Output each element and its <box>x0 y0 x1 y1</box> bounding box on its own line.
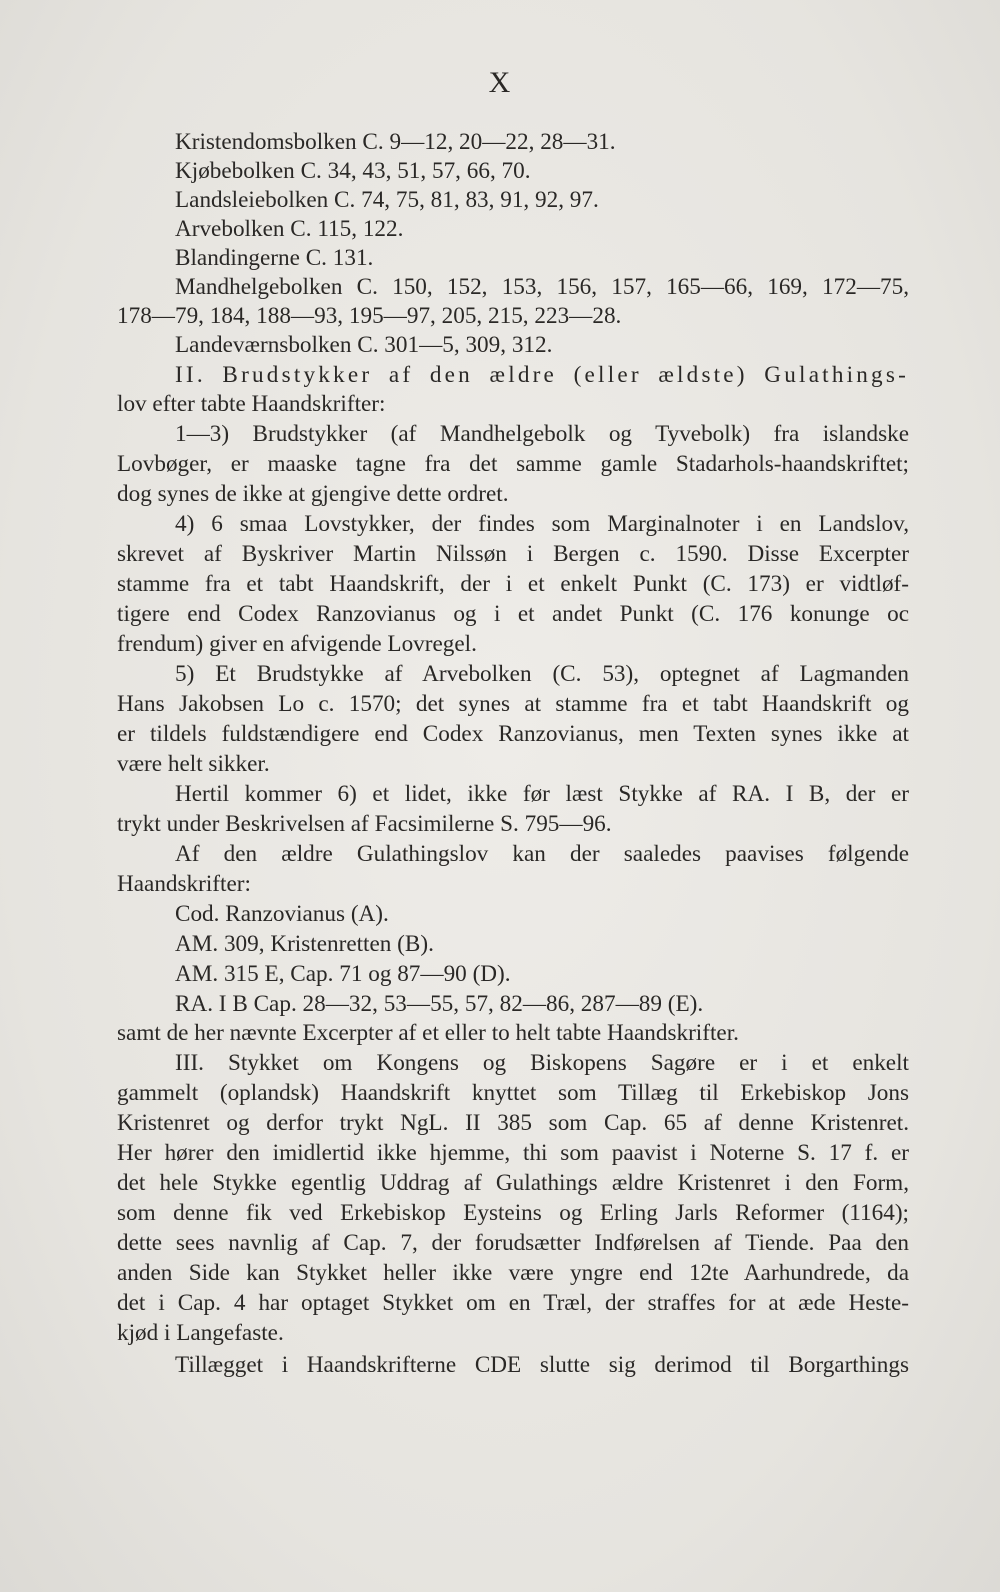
text-line: dog synes de ikke at gjengive dette ordret. <box>117 481 509 507</box>
text-line: er tildels fuldstændigere end Codex Ranzovianus, men Texten synes ikke at <box>117 721 909 747</box>
text-line: Tillægget i Haandskrifterne CDE slutte sig derimod til Borgarthings <box>175 1352 909 1378</box>
text-line: Af den ældre Gulathingslov kan der saaledes paavises følgende <box>175 841 909 867</box>
page-number: X <box>488 66 512 99</box>
text-line: samt de her nævnte Excerpter af et eller to helt tabte Haandskrifter. <box>117 1020 739 1046</box>
section-heading-line: III. Stykket om Kongens og Biskopens Sagøre er i et enkelt <box>175 1050 909 1076</box>
text-line: være helt sikker. <box>117 751 270 777</box>
text-line: Arvebolken C. 115, 122. <box>175 216 404 242</box>
text-line: det i Cap. 4 har optaget Stykket om en Træl, der straffes for at æde Heste- <box>117 1290 909 1316</box>
text-line: tigere end Codex Ranzovianus og i et andet Punkt (C. 176 konunge oc <box>117 601 909 627</box>
text-line: frendum) giver en afvigende Lovregel. <box>117 631 477 657</box>
text-line: 5) Et Brudstykke af Arvebolken (C. 53), optegnet af Lagmanden <box>175 661 909 687</box>
text-line: kjød i Langefaste. <box>117 1320 284 1346</box>
text-line: Mandhelgebolken C. 150, 152, 153, 156, 157, 165—66, 169, 172—75, <box>175 274 909 300</box>
text-line: det hele Stykke egentlig Uddrag af Gulathings ældre Kristenret i den Form, <box>117 1170 909 1196</box>
text-line: trykt under Beskrivelsen af Facsimilerne S. 795—96. <box>117 811 612 837</box>
text-line: 178—79, 184, 188—93, 195—97, 205, 215, 223—28. <box>117 303 622 329</box>
text-line: lov efter tabte Haandskrifter: <box>117 391 386 417</box>
text-line: Kristendomsbolken C. 9—12, 20—22, 28—31. <box>175 129 616 155</box>
text-line: Blandingerne C. 131. <box>175 245 374 271</box>
manuscript-list-item: AM. 309, Kristenretten (B). <box>175 931 434 957</box>
text-line: stamme fra et tabt Haandskrift, der i et enkelt Punkt (C. 173) er vidtløf- <box>117 571 909 597</box>
text-line: skrevet af Byskriver Martin Nilssøn i Bergen c. 1590. Disse Excerpter <box>117 541 909 567</box>
text-line: Landsleiebolken C. 74, 75, 81, 83, 91, 92, 97. <box>175 187 599 213</box>
manuscript-list-item: Cod. Ranzovianus (A). <box>175 901 389 927</box>
manuscript-list-item: AM. 315 E, Cap. 71 og 87—90 (D). <box>175 961 511 987</box>
section-heading-line: II. Brudstykker af den ældre (eller ældste) Gulathings- <box>175 362 909 388</box>
text-line: 1—3) Brudstykker (af Mandhelgebolk og Tyvebolk) fra islandske <box>175 421 909 447</box>
text-line: Lovbøger, er maaske tagne fra det samme gamle Stadarhols-haandskriftet; <box>117 451 909 477</box>
text-line: Hertil kommer 6) et lidet, ikke før læst Stykke af RA. I B, der er <box>175 781 909 807</box>
manuscript-list-item: RA. I B Cap. 28—32, 53—55, 57, 82—86, 287—89 (E). <box>175 991 704 1017</box>
text-line: Hans Jakobsen Lo c. 1570; det synes at stamme fra et tabt Haandskrift og <box>117 691 909 717</box>
text-line: anden Side kan Stykket heller ikke være yngre end 12te Aarhundrede, da <box>117 1260 909 1286</box>
text-line: 4) 6 smaa Lovstykker, der findes som Marginalnoter i en Landslov, <box>175 511 909 537</box>
text-line: Landeværnsbolken C. 301—5, 309, 312. <box>175 332 553 358</box>
text-line: som denne fik ved Erkebiskop Eysteins og Erling Jarls Reformer (1164); <box>117 1200 909 1226</box>
text-line: Kristenret og derfor trykt NgL. II 385 som Cap. 65 af denne Kristenret. <box>117 1110 909 1136</box>
text-line: Her hører den imidlertid ikke hjemme, thi som paavist i Noterne S. 17 f. er <box>117 1140 909 1166</box>
text-line: Kjøbebolken C. 34, 43, 51, 57, 66, 70. <box>175 158 531 184</box>
text-line: gammelt (oplandsk) Haandskrift knyttet som Tillæg til Erkebiskop Jons <box>117 1080 909 1106</box>
text-line: dette sees navnlig af Cap. 7, der forudsætter Indførelsen af Tiende. Paa den <box>117 1230 909 1256</box>
text-line: Haandskrifter: <box>117 871 251 897</box>
